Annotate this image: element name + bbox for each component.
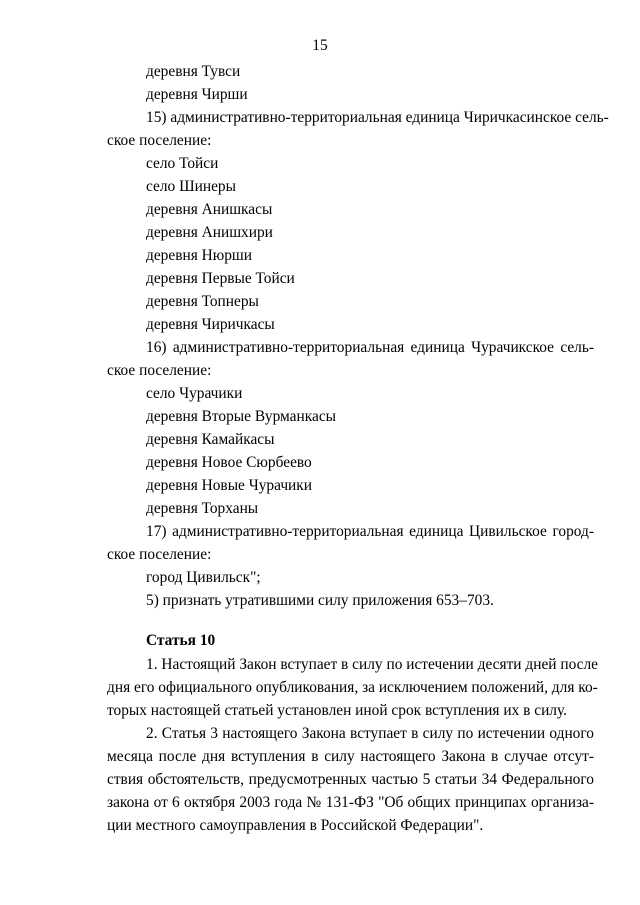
item-15-heading: 15) административно-территориальная единица Чиричкасинское сель- — [146, 109, 609, 126]
item-16-heading-cont: ское поселение: — [107, 362, 212, 379]
page-number: 15 — [312, 37, 328, 54]
village-vtorye-vurmankasy: деревня Вторые Вурманкасы — [146, 408, 336, 425]
city-tsivilsk: город Цивильск"; — [146, 569, 261, 586]
village-anishkasy: деревня Анишкасы — [146, 201, 273, 218]
selo-toysi: село Тойси — [146, 155, 219, 172]
village-torkhany: деревня Торханы — [146, 500, 259, 517]
article-10-p1-line2: дня его официального опубликования, за исключением положений, для ко- — [107, 679, 598, 696]
selo-shinery: село Шинеры — [146, 178, 236, 195]
village-chirshi: деревня Чирши — [146, 86, 248, 103]
village-pervye-toysi: деревня Первые Тойси — [146, 270, 295, 287]
item-5-repeal: 5) признать утратившими силу приложения 653–703. — [146, 592, 494, 609]
village-kamaykasy: деревня Камайкасы — [146, 431, 275, 448]
village-tuvsi: деревня Тувси — [146, 63, 241, 80]
item-17-heading-cont: ское поселение: — [107, 546, 212, 563]
village-topnery: деревня Топнеры — [146, 293, 259, 310]
village-novye-churachiki: деревня Новые Чурачики — [146, 477, 313, 494]
article-10-p2-line3: ствия обстоятельств, предусмотренных частью 5 статьи 34 Федерального — [107, 771, 594, 788]
village-novoe-syurbeevo: деревня Новое Сюрбеево — [146, 454, 312, 471]
village-nyurshi: деревня Нюрши — [146, 247, 253, 264]
village-anishkhiri: деревня Анишхири — [146, 224, 273, 241]
village-chirichkasy: деревня Чиричкасы — [146, 316, 275, 333]
item-15-heading-cont: ское поселение: — [107, 132, 212, 149]
article-10-p2-line4: закона от 6 октября 2003 года № 131-ФЗ "Об общих принципах организа- — [107, 794, 594, 811]
item-16-heading: 16) административно-территориальная единица Чурачикское сель- — [146, 339, 594, 356]
article-10-p2-line1: 2. Статья 3 настоящего Закона вступает в силу по истечении одного — [146, 725, 594, 742]
article-10-p1-line3: торых настоящей статьей установлен иной срок вступления их в силу. — [107, 702, 567, 719]
item-17-heading: 17) административно-территориальная единица Цивильское город- — [146, 523, 594, 540]
article-10-p1-line1: 1. Настоящий Закон вступает в силу по истечении десяти дней после — [146, 656, 599, 673]
article-10-p2-line2: месяца после дня вступления в силу настоящего Закона в случае отсут- — [107, 748, 594, 765]
article-10-p2-line5: ции местного самоуправления в Российской Федерации". — [107, 817, 484, 834]
article-10-heading: Статья 10 — [146, 632, 216, 649]
selo-churachiki: село Чурачики — [146, 385, 243, 402]
